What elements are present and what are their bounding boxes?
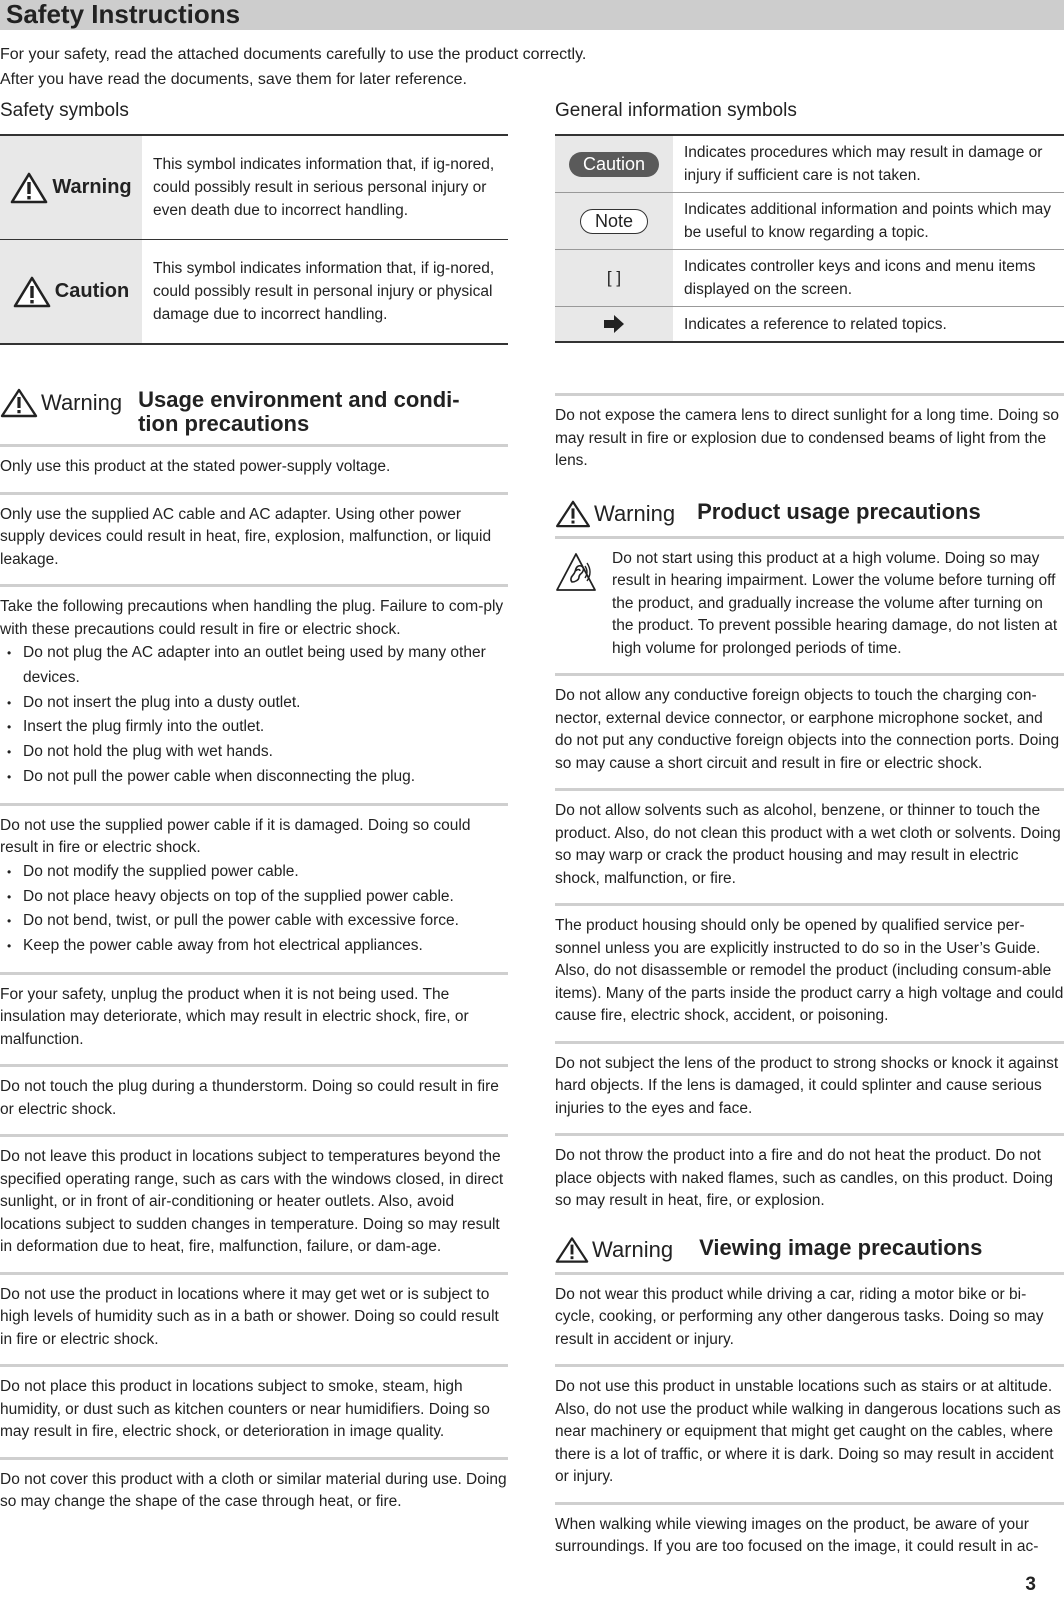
section-title: Viewing image precautions	[699, 1234, 983, 1260]
warning-label-text: Warning	[592, 1236, 674, 1262]
warning-label	[0, 388, 122, 418]
general-row-note	[555, 192, 1064, 249]
list-item	[0, 1064, 508, 1134]
list-item	[555, 536, 1064, 674]
item-text: Take the following precautions when handling the plug. Failure to com-ply with these precautions could result in fire or electric shock.	[0, 598, 504, 638]
intro-line: For your safety, read the attached documents carefully to use the product correctly.	[0, 46, 587, 63]
list-item	[555, 1041, 1064, 1134]
warning-label	[555, 1236, 673, 1264]
item-text: Do not leave this product in locations subject to temperatures beyond the specified operating range, such as cars with the windows closed, in direct sunlight, or in front of air-conditioning or heater outlets. Also, avoid locations subject to sudden changes in temperature. Doing so may result in deformation due to heat, fire, malfunction, failure, or dam-age.	[0, 1148, 504, 1256]
list-item	[555, 903, 1064, 1041]
list-item	[555, 788, 1064, 903]
bullet-item: • Do not pull the power cable when disconnecting the plug.	[0, 765, 508, 790]
item-text: When walking while viewing images on the product, be aware of your surroundings. If you are too focused on the image, it could result in ac-	[555, 1515, 1039, 1555]
item-text: The product housing should only be opened by qualified service per-sonnel unless you are explicitly instructed to do so in the User’s Guide. Also, do not disassemble or remodel the product (including consum-able items). Many of the parts inside the product carry a high voltage and could cause fire, electric shock, accident, or poisoning.	[555, 917, 1064, 1024]
list-item	[0, 1272, 508, 1365]
general-row-caution	[555, 136, 1064, 192]
item-text: Do not subject the lens of the product to strong shocks or knock it against hard objects. If the lens is damaged, it could splinter and cause serious injuries to the eyes and face.	[555, 1054, 1059, 1117]
list-item	[555, 1502, 1064, 1572]
warning-triangle-icon	[10, 172, 48, 204]
page-title: Safety Instructions	[6, 0, 241, 29]
bullet-item: • Do not hold the plug with wet hands.	[0, 740, 508, 765]
safety-symbols-section	[0, 96, 508, 345]
general-row-reference	[555, 306, 1064, 341]
item-text: For your safety, unplug the product when it is not being used. The insulation may deteriorate, which may result in electric shock, fire, or malfunction.	[0, 985, 469, 1048]
list-item	[0, 1134, 508, 1272]
warning-triangle-icon	[0, 388, 38, 418]
item-text: Do not use the supplied power cable if it is damaged. Doing so could result in fire or electric shock.	[0, 816, 471, 857]
list-item	[0, 1457, 508, 1527]
general-description: Indicates additional information and points which may be useful to know regarding a topic.	[684, 201, 1052, 241]
general-symbols-table	[555, 134, 1064, 343]
intro-line: After you have read the documents, save them for later reference.	[0, 71, 467, 88]
list-item	[0, 1364, 508, 1457]
list-item	[555, 393, 1064, 486]
list-item	[0, 444, 508, 492]
item-text: Do not cover this product with a cloth or similar material during use. Doing so may change the shape of the case through heat, or fire.	[0, 1470, 507, 1511]
item-text: Do not touch the plug during a thunderstorm. Doing so could result in fire or electric shock.	[0, 1078, 499, 1118]
item-text: Do not throw the product into a fire and do not heat the product. Do not place objects with naked flames, such as candles, on this product. Doing so may result in heat, fire, or explosion.	[555, 1147, 1053, 1209]
page-number: 3	[1025, 1574, 1036, 1595]
list-item	[0, 803, 508, 972]
general-symbol-cell	[555, 193, 673, 249]
item-text: Only use the supplied AC cable and AC adapter. Using other power supply devices could result in heat, fire, explosion, malfunction, or liquid leakage.	[0, 505, 492, 568]
safety-symbols-heading: Safety symbols	[0, 100, 129, 121]
intro	[0, 42, 586, 92]
section-heading	[0, 388, 508, 444]
bullet-list	[0, 860, 508, 959]
bullet-list	[0, 641, 508, 790]
list-item	[0, 972, 508, 1065]
page-title-bar	[0, 0, 1064, 30]
warning-triangle-icon	[555, 500, 591, 528]
bullet-item: • Keep the power cable away from hot electrical appliances.	[0, 934, 508, 959]
item-text: Do not wear this product while driving a car, riding a motor bike or bi-cycle, cooking, or performing any other dangerous tasks. Doing so may result in accident or injury.	[555, 1285, 1044, 1348]
item-text: Do not use the product in locations where it may get wet or is subject to high levels of humidity such as in a bath or shower. Doing so could result in fire or electric shock.	[0, 1285, 499, 1348]
list-item	[0, 492, 508, 585]
general-symbols-heading: General information symbols	[555, 100, 797, 121]
general-description: Indicates a reference to related topics.	[684, 315, 947, 333]
section-title: Product usage precautions	[697, 498, 981, 524]
bullet-item: • Do not bend, twist, or pull the power cable with excessive force.	[0, 909, 508, 934]
hearing-warning-icon	[555, 552, 597, 592]
bullet-item: • Do not place heavy objects on top of the supplied power cable.	[0, 885, 508, 910]
usage-environment-section	[0, 388, 508, 1527]
icon-cell	[555, 548, 612, 661]
symbol-row-caution	[0, 239, 508, 343]
list-item	[555, 673, 1064, 788]
warning-triangle-icon	[555, 1236, 589, 1264]
list-item	[0, 584, 508, 803]
general-row-brackets	[555, 249, 1064, 306]
item-text: Do not allow solvents such as alcohol, benzene, or thinner to touch the product. Also, do not clean this product with a wet cloth or solvents. Doing so may warp or crack the product housing and may result in electric shock, malfunction, or fire.	[555, 802, 1061, 887]
section-title: Usage environment and condi-tion precautions	[138, 387, 460, 436]
symbol-description: This symbol indicates information that, if ig-nored, could possibly result in personal injury or physical damage due to incorrect handling.	[153, 260, 495, 323]
list-item	[555, 1133, 1064, 1226]
symbol-label: Caution	[54, 280, 130, 302]
right-column-content	[555, 393, 1064, 1572]
arrow-right-icon	[603, 315, 625, 333]
bullet-item: • Do not plug the AC adapter into an outlet being used by many other devices.	[0, 641, 508, 691]
list-item	[555, 1272, 1064, 1365]
bullet-item: • Insert the plug firmly into the outlet.	[0, 715, 508, 740]
general-symbol-cell	[555, 307, 673, 341]
warning-label	[555, 500, 675, 528]
item-text: Only use this product at the stated power-supply voltage.	[0, 458, 391, 475]
item-text: Do not expose the camera lens to direct sunlight for a long time. Doing so may result in fire or explosion due to condensed beams of light from the lens.	[555, 407, 1060, 469]
section-heading	[555, 1226, 1064, 1272]
note-badge: Note	[580, 209, 648, 234]
item-text: Do not place this product in locations subject to smoke, steam, high humidity, or dust such as kitchen counters or near humidifiers. Doing so may result in fire, electric shock, or deterioration in image quality.	[0, 1378, 490, 1441]
symbol-label-cell	[0, 136, 142, 239]
bullet-item: • Do not insert the plug into a dusty outlet.	[0, 691, 508, 716]
item-text: Do not use this product in unstable locations such as stairs or at altitude. Also, do not use the product while walking in dangerous locations such as near machinery or equipment that might get caught on the cables, where there is a lot of traffic, or where it is dark. Doing so may result in accident or injury.	[555, 1378, 1061, 1485]
caution-badge: Caution	[569, 152, 659, 177]
symbol-row-warning	[0, 136, 508, 239]
bracket-symbol: [ ]	[555, 250, 673, 306]
symbol-label: Warning	[52, 176, 132, 198]
list-item	[555, 1364, 1064, 1502]
warning-label-text: Warning	[41, 390, 123, 415]
general-description: Indicates controller keys and icons and menu items displayed on the screen.	[684, 258, 1036, 298]
general-symbol-cell	[555, 136, 673, 192]
symbol-label-cell	[0, 240, 142, 343]
safety-symbols-table	[0, 134, 508, 345]
section-heading	[555, 486, 1064, 536]
bullet-item: • Do not modify the supplied power cable.	[0, 860, 508, 885]
caution-triangle-icon	[13, 276, 51, 308]
warning-label-text: Warning	[594, 500, 676, 526]
symbol-description: This symbol indicates information that, if ig-nored, could possibly result in serious personal injury or even death due to incorrect handling.	[153, 156, 495, 219]
general-description: Indicates procedures which may result in damage or injury if sufficient care is not taken.	[684, 144, 1043, 184]
item-text: Do not allow any conductive foreign objects to touch the charging con-nector, external device connector, or earphone microphone socket, and do not put any conductive foreign objects into the connection ports. Doing so may cause a short circuit and result in fire or electric shock.	[555, 687, 1060, 772]
item-text: Do not start using this product at a high volume. Doing so may result in hearing impairment. Lower the volume before turning off the product, and gradually increase the volume after turning on the product. To prevent possible hearing damage, do not listen at high volume for prolonged periods of time.	[612, 549, 1058, 657]
general-symbols-section	[555, 96, 1064, 343]
